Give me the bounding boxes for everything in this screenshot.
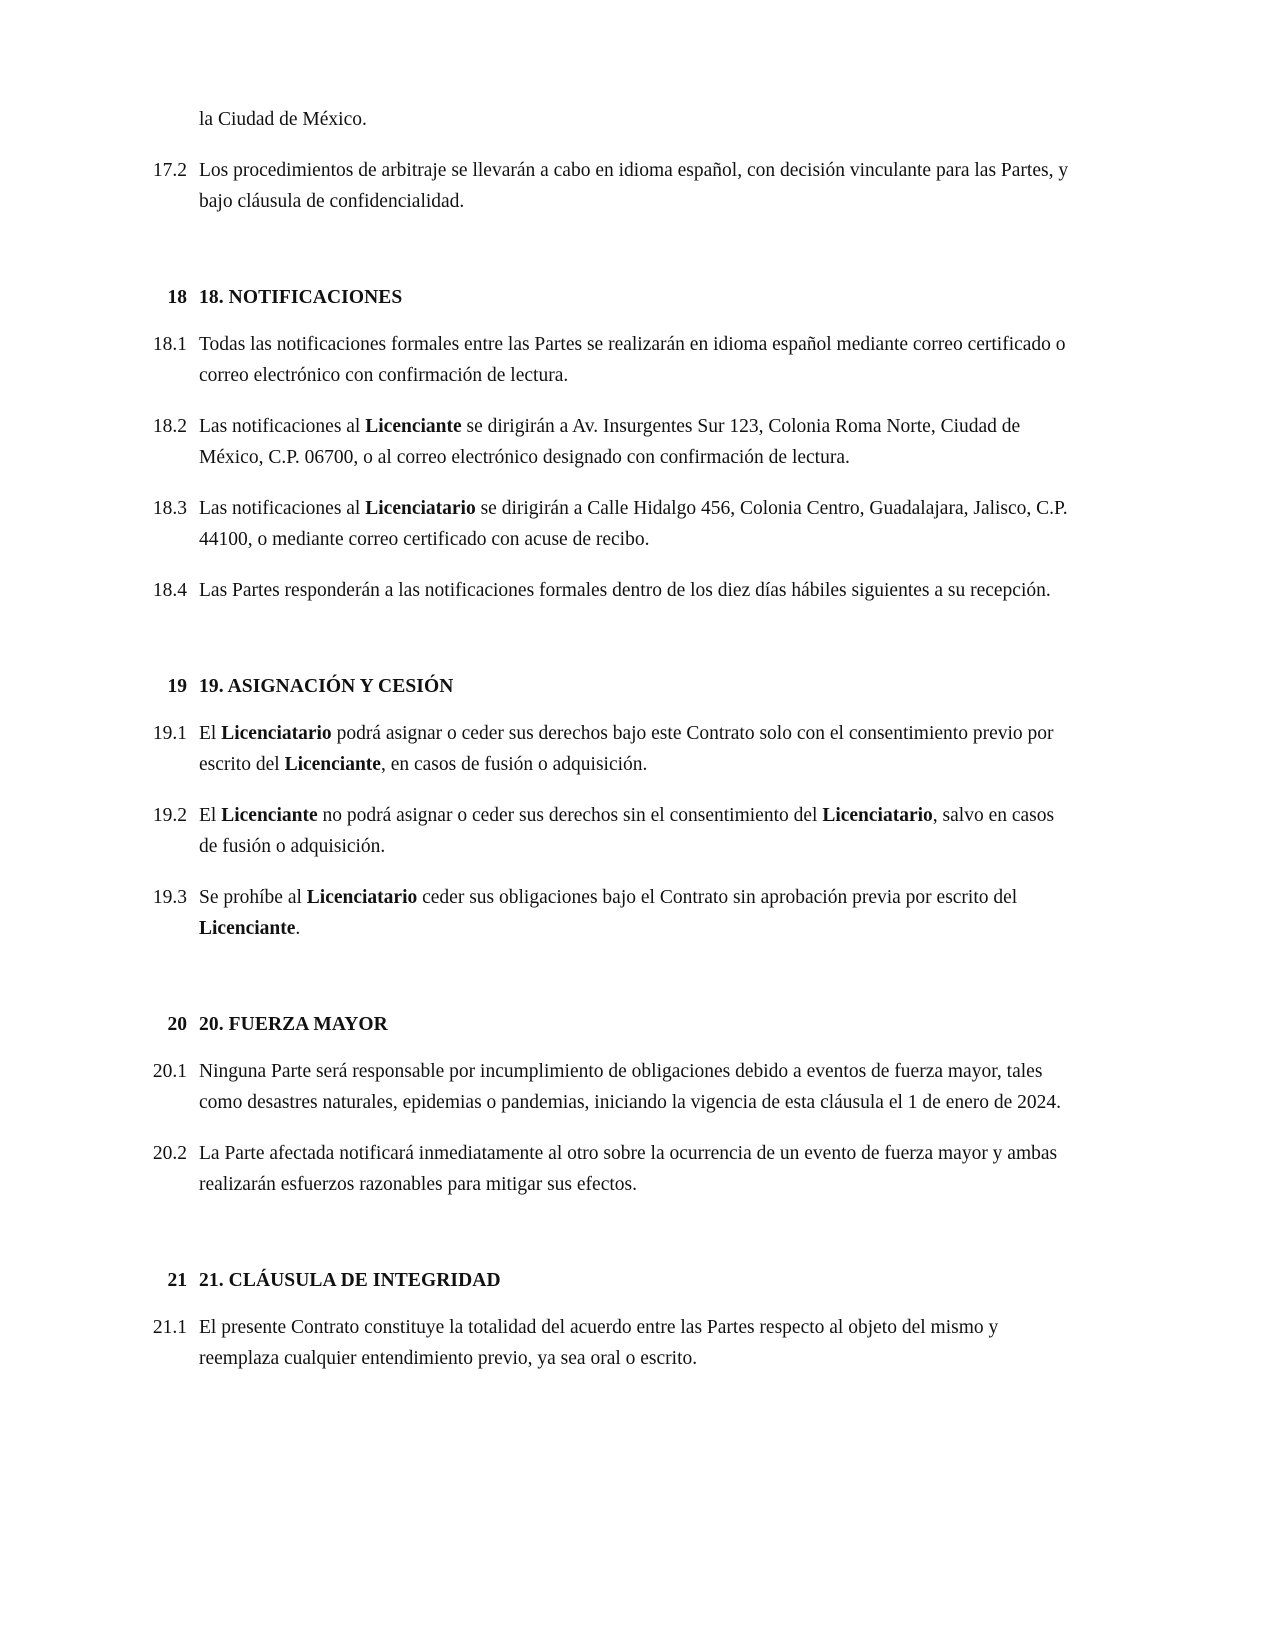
clause-19-3-number: 19.3 (152, 887, 187, 908)
clause-19-1-text (187, 718, 1071, 780)
text-run: , salvo en casos de fusión o adquisición. (199, 805, 1055, 857)
clause-18-4-text (187, 575, 1071, 606)
text-run: . (295, 918, 301, 939)
defined-term: Licenciante (199, 918, 296, 939)
section-heading-18 (131, 283, 1071, 313)
clause-19-3 (131, 882, 1071, 944)
defined-term: Licenciatario (221, 723, 332, 744)
clause-18-3-text (187, 493, 1071, 555)
text-run: El (199, 805, 222, 826)
text-run: El (199, 723, 222, 744)
text-run: Todas las notificaciones formales entre las Partes se realizarán en idioma español mediante correo certificado o correo electrónico con confirmación de lectura. (199, 334, 1066, 386)
clause-20-2-number: 20.2 (152, 1143, 187, 1164)
clause-17-2-number: 17.2 (152, 160, 187, 181)
clause-20-1-text (187, 1056, 1071, 1118)
text-run: Las notificaciones al (199, 498, 366, 519)
text-run: Ninguna Parte será responsable por incumplimiento de obligaciones debido a eventos de fuerza mayor, tales como desastres naturales, epidemias o pandemias, iniciando la vigencia de esta cláusula el 1 de enero de 2024. (199, 1061, 1062, 1113)
text-run: ceder sus obligaciones bajo el Contrato sin aprobación previa por escrito del (417, 887, 1018, 908)
section-spacer-21 (131, 1220, 1071, 1266)
text-run: Las notificaciones al (199, 416, 366, 437)
section-heading-19 (131, 672, 1071, 702)
clause-19-2-text (187, 800, 1071, 862)
clause-21-1-number: 21.1 (152, 1317, 187, 1338)
clause-18-3 (131, 493, 1071, 555)
section-heading-20 (131, 1010, 1071, 1040)
clause-18-1-number: 18.1 (152, 334, 187, 355)
clause-18-1-text (187, 329, 1071, 391)
defined-term: Licenciatario (306, 887, 418, 908)
clause-17-2-continuation-line-text: la Ciudad de México. (199, 109, 367, 130)
section-heading-18-number: 18 (167, 287, 187, 308)
clause-17-2 (131, 155, 1071, 217)
clause-20-2 (131, 1138, 1071, 1200)
clause-18-4 (131, 575, 1071, 606)
text-run: La Parte afectada notificará inmediatamente al otro sobre la ocurrencia de un evento de fuerza mayor y ambas realizarán esfuerzos razonables para mitigar sus efectos. (199, 1143, 1058, 1195)
clause-17-2-text (187, 155, 1071, 217)
clause-18-2-number: 18.2 (152, 416, 187, 437)
section-spacer-20 (131, 964, 1071, 1010)
clause-18-3-number: 18.3 (152, 498, 187, 519)
section-heading-19-number: 19 (167, 676, 187, 697)
clause-17-2-continuation-line (131, 104, 1071, 135)
clause-19-2-number: 19.2 (152, 805, 187, 826)
clause-19-1 (131, 718, 1071, 780)
section-heading-21-title: 21. CLÁUSULA DE INTEGRIDAD (199, 1270, 501, 1291)
section-heading-18-title: 18. NOTIFICACIONES (199, 287, 403, 308)
section-heading-21 (131, 1266, 1071, 1296)
defined-term: Licenciatario (822, 805, 933, 826)
defined-term: Licenciatario (365, 498, 476, 519)
clause-18-2 (131, 411, 1071, 473)
clause-18-4-number: 18.4 (152, 580, 187, 601)
section-heading-21-number: 21 (167, 1270, 187, 1291)
text-run: se dirigirán a Av. Insurgentes Sur 123, Colonia Roma Norte, Ciudad de México, C.P. 06700, o al correo electrónico designado con confirmación de lectura. (199, 416, 1021, 468)
text-run: se dirigirán a Calle Hidalgo 456, Colonia Centro, Guadalajara, Jalisco, C.P. 44100, o mediante correo certificado con acuse de recibo. (199, 498, 1068, 550)
text-run: Se prohíbe al (199, 887, 307, 908)
section-heading-20-number: 20 (167, 1014, 187, 1035)
text-run: podrá asignar o ceder sus derechos bajo este Contrato solo con el consentimiento previo por escrito del (199, 723, 1054, 775)
text-run: , en casos de fusión o adquisición. (380, 754, 648, 775)
clause-19-2 (131, 800, 1071, 862)
clause-18-1 (131, 329, 1071, 391)
clause-21-1 (131, 1312, 1071, 1374)
text-run: Las Partes responderán a las notificaciones formales dentro de los diez días hábiles siguientes a su recepción. (199, 580, 1051, 601)
clause-19-3-text (187, 882, 1071, 944)
clause-20-1 (131, 1056, 1071, 1118)
section-heading-19-title: 19. ASIGNACIÓN Y CESIÓN (199, 676, 454, 697)
section-spacer-18 (131, 237, 1071, 283)
defined-term: Licenciante (365, 416, 462, 437)
text-run: no podrá asignar o ceder sus derechos sin el consentimiento del (317, 805, 823, 826)
defined-term: Licenciante (221, 805, 318, 826)
clause-19-1-number: 19.1 (152, 723, 187, 744)
document-content (131, 104, 1071, 1394)
section-heading-20-title: 20. FUERZA MAYOR (199, 1014, 388, 1035)
text-run: Los procedimientos de arbitraje se llevarán a cabo en idioma español, con decisión vinculante para las Partes, y bajo cláusula de confidencialidad. (199, 160, 1069, 212)
text-run: El presente Contrato constituye la totalidad del acuerdo entre las Partes respecto al objeto del mismo y reemplaza cualquier entendimiento previo, ya sea oral o escrito. (199, 1317, 999, 1369)
clause-20-2-text (187, 1138, 1071, 1200)
defined-term: Licenciante (284, 754, 381, 775)
clause-18-2-text (187, 411, 1071, 473)
section-spacer-19 (131, 626, 1071, 672)
clause-20-1-number: 20.1 (152, 1061, 187, 1082)
clause-21-1-text (187, 1312, 1071, 1374)
